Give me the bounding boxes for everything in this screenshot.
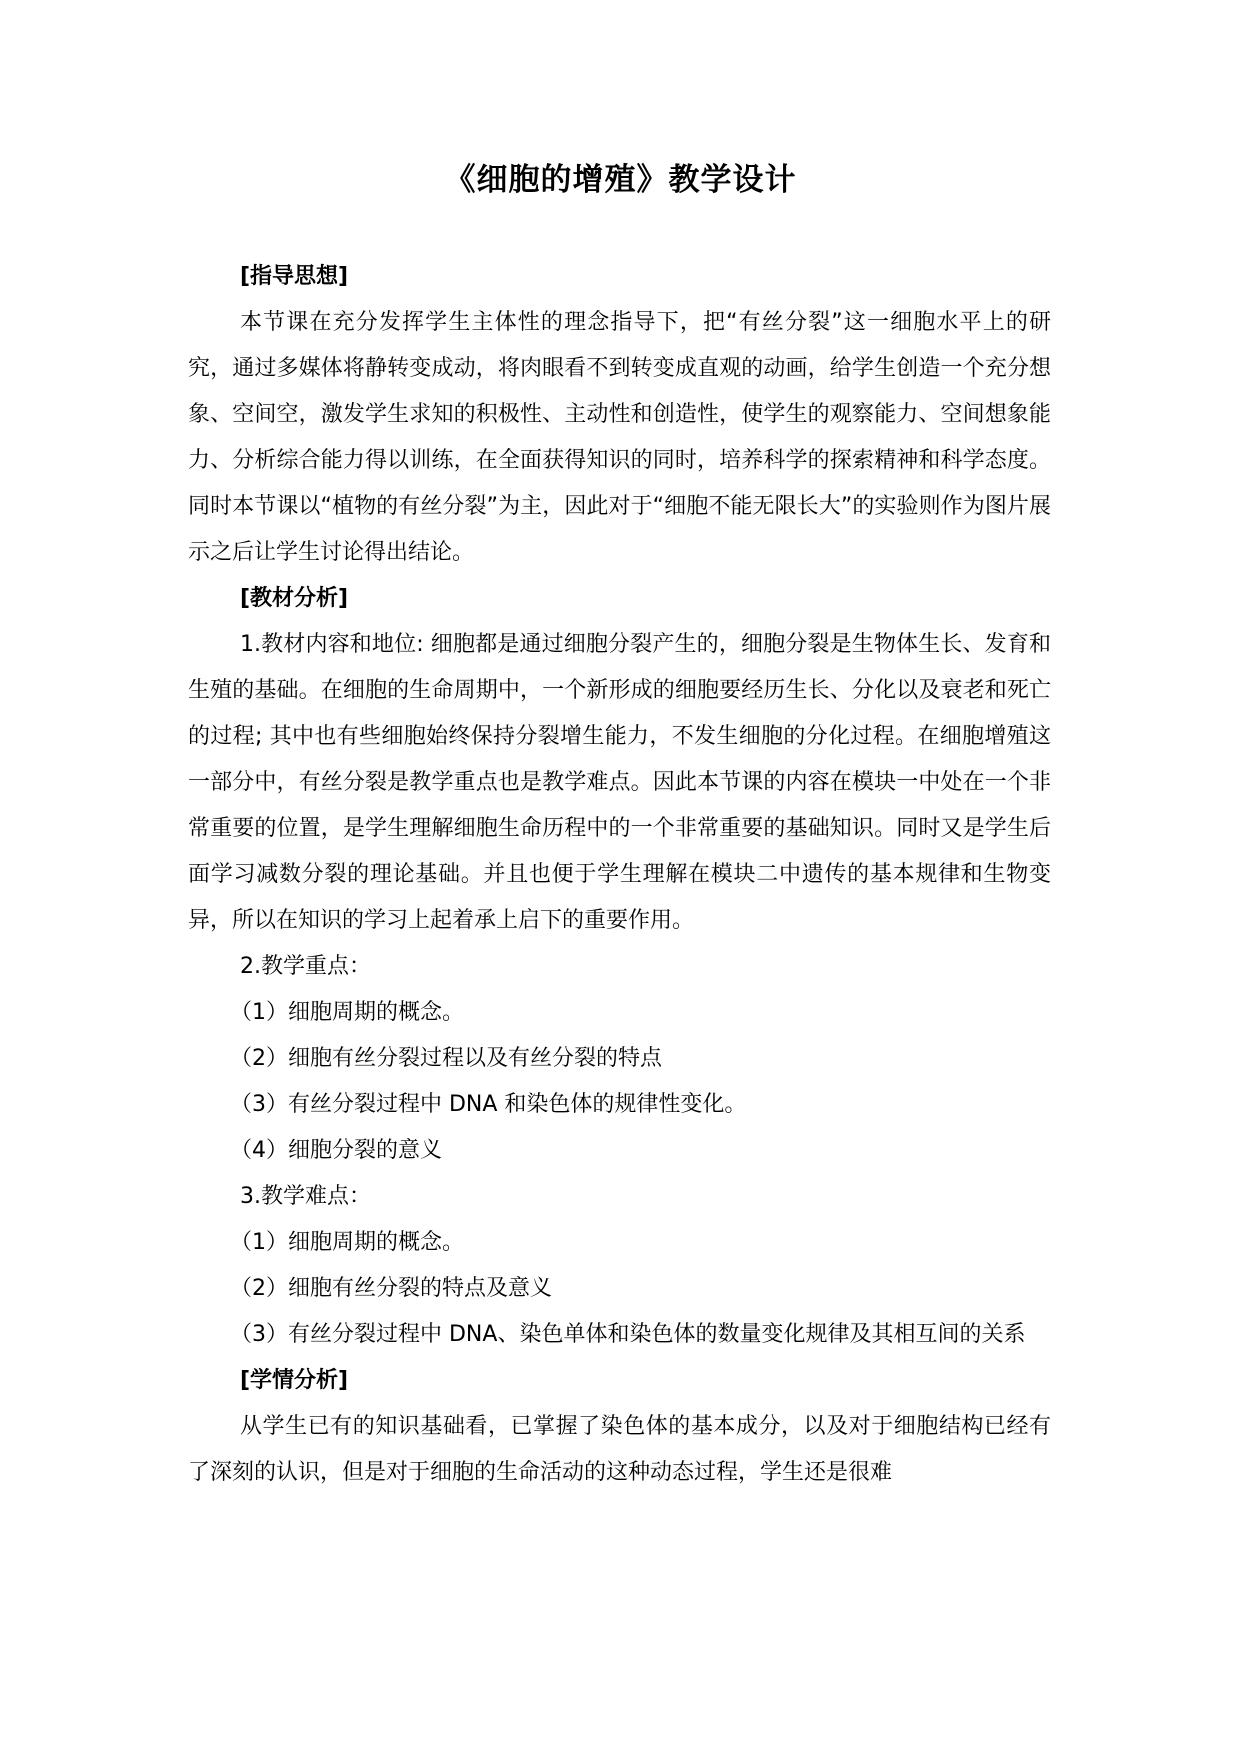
- section-heading-textbook-analysis: [教材分析]: [240, 586, 349, 611]
- key-point-item: （3）有丝分裂过程中 DNA 和染色体的规律性变化。: [230, 1092, 747, 1117]
- difficulty-item: （1）细胞周期的概念。: [230, 1230, 464, 1255]
- student-analysis-paragraph: 从学生已有的知识基础看，已掌握了染色体的基本成分，以及对于细胞结构已经有了深刻的认识，但是对于细胞的生命活动的这种动态过程，学生还是很难: [188, 1414, 1051, 1485]
- document-body: [188, 254, 1051, 1496]
- difficulty-item: （2）细胞有丝分裂的特点及意义: [230, 1276, 552, 1301]
- key-point-item: （1）细胞周期的概念。: [230, 1000, 464, 1025]
- document-title: 《细胞的增殖》教学设计: [444, 162, 797, 198]
- difficulty-item: （3）有丝分裂过程中 DNA、染色单体和染色体的数量变化规律及其相互间的关系: [230, 1322, 1026, 1347]
- section-heading-guiding-thought: [指导思想]: [240, 264, 349, 289]
- section-heading-student-analysis: [学情分析]: [240, 1368, 349, 1393]
- textbook-content-paragraph: 1.教材内容和地位: 细胞都是通过细胞分裂产生的，细胞分裂是生物体生长、发育和生殖的基础。在细胞的生命周期中，一个新形成的细胞要经历生长、分化以及衰老和死亡的过程; 其中也有些细胞始终保持分裂增生能力，不发生细胞的分化过程。在细胞增殖这一部分中，有丝分裂是教学重点也是教学难点。因此本节课的内容在模块一中处在一个非常重要的位置，是学生理解细胞生命历程中的一个非常重要的基础知识。同时又是学生后面学习减数分裂的理论基础。并且也便于学生理解在模块二中遗传的基本规律和生物变异，所以在知识的学习上起着承上启下的重要作用。: [188, 632, 1051, 933]
- key-points-label: 2.教学重点：: [240, 954, 371, 979]
- key-point-item: （2）细胞有丝分裂过程以及有丝分裂的特点: [230, 1046, 662, 1071]
- difficulties-label: 3.教学难点：: [240, 1184, 371, 1209]
- key-point-item: （4）细胞分裂的意义: [230, 1138, 442, 1163]
- guiding-thought-paragraph: 本节课在充分发挥学生主体性的理念指导下，把“有丝分裂”这一细胞水平上的研究，通过多媒体将静转变成动，将肉眼看不到转变成直观的动画，给学生创造一个充分想象、空间空，激发学生求知的积极性、主动性和创造性，使学生的观察能力、空间想象能力、分析综合能力得以训练，在全面获得知识的同时，培养科学的探索精神和科学态度。同时本节课以“植物的有丝分裂”为主，因此对于“细胞不能无限长大”的实验则作为图片展示之后让学生讨论得出结论。: [188, 310, 1051, 565]
